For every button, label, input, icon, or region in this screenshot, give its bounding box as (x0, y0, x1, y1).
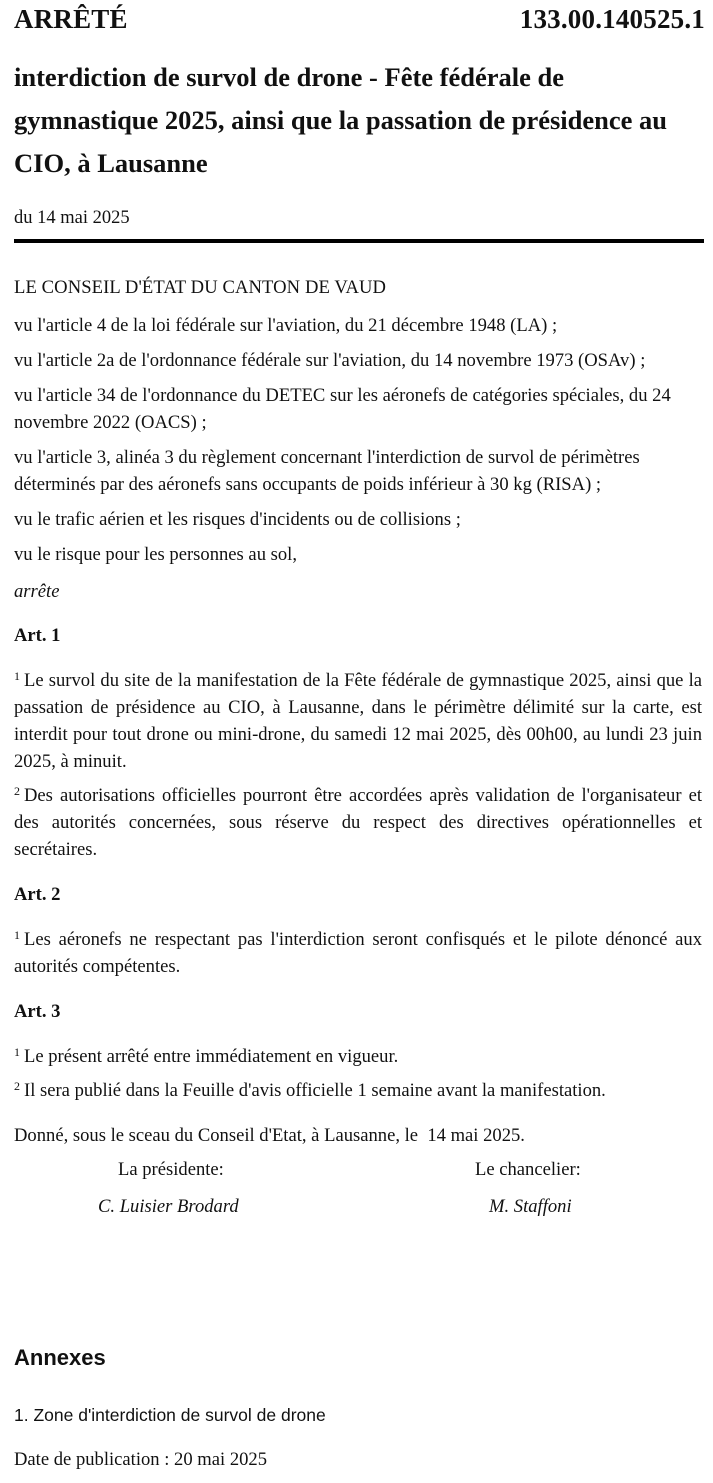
closing-statement: Donné, sous le sceau du Conseil d'Etat, à Lausanne, le 14 mai 2025. (14, 1125, 525, 1146)
chancellor-name: M. Staffoni (489, 1196, 572, 1217)
paragraph-text: Le survol du site de la manifestation de la Fête fédérale de gymnastique 2025, ainsi que la passation de présidence au CIO, à Lausanne, dans le périmètre délimité sur la carte, est interdit pour tout drone ou mini-drone, du samedi 12 mai 2025, dès 00h00, au lundi 23 juin 2025, à minuit. (14, 670, 702, 772)
president-name: C. Luisier Brodard (98, 1196, 239, 1217)
article-1-paragraph-2 (14, 782, 702, 863)
consideration-item: vu le trafic aérien et les risques d'incidents ou de collisions ; (14, 509, 461, 530)
article-2-paragraph-1 (14, 926, 702, 980)
paragraph-text: Les aéronefs ne respectant pas l'interdiction seront confisqués et le pilote dénoncé aux autorités compétentes. (14, 929, 702, 977)
article-1-paragraph-1 (14, 667, 702, 775)
header-divider (14, 239, 704, 243)
paragraph-text: Il sera publié dans la Feuille d'avis officielle 1 semaine avant la manifestation. (24, 1080, 606, 1101)
president-label: La présidente: (118, 1159, 224, 1180)
paragraph-number: 1 (14, 669, 20, 683)
paragraph-number: 2 (14, 1079, 20, 1093)
document-date: du 14 mai 2025 (14, 208, 130, 228)
document-number: 133.00.140525.1 (519, 4, 705, 34)
chancellor-label: Le chancelier: (475, 1159, 581, 1180)
consideration-item: vu l'article 34 de l'ordonnance du DETEC sur les aéronefs de catégories spéciales, du 24 novembre 2022 (OACS) ; (14, 385, 671, 433)
publication-date: Date de publication : 20 mai 2025 (14, 1449, 268, 1470)
paragraph-text: Le présent arrêté entre immédiatement en vigueur. (24, 1046, 399, 1067)
consideration-item: vu l'article 4 de la loi fédérale sur l'aviation, du 21 décembre 1948 (LA) ; (14, 315, 558, 336)
document-type: ARRÊTÉ (14, 4, 128, 34)
consideration-item: vu l'article 3, alinéa 3 du règlement concernant l'interdiction de survol de périmètres déterminés par des aéronefs sans occupants de poids inférieur à 30 kg (RISA) ; (14, 447, 640, 495)
annexes-heading: Annexes (14, 1345, 106, 1370)
paragraph-text: Des autorisations officielles pourront être accordées après validation de l'organisateur et des autorités concernées, sous réserve du respect des directives opérationnelles et secrétaires. (14, 785, 702, 860)
consideration-item: vu le risque pour les personnes au sol, (14, 544, 297, 565)
article-3-paragraph-1 (14, 1043, 702, 1070)
article-1-heading: Art. 1 (14, 625, 61, 646)
document-body (14, 274, 702, 1228)
decision-word: arrête (14, 581, 60, 602)
paragraph-number: 1 (14, 928, 20, 942)
article-3-heading: Art. 3 (14, 1001, 61, 1022)
document-title: interdiction de survol de drone - Fête fédérale de gymnastique 2025, ainsi que la passation de présidence au CIO, à Lausanne (14, 62, 668, 178)
annex-link-drone-zone[interactable]: 1. Zone d'interdiction de survol de drone (14, 1405, 326, 1425)
article-2-heading: Art. 2 (14, 884, 61, 905)
consideration-item: vu l'article 2a de l'ordonnance fédérale sur l'aviation, du 14 novembre 1973 (OSAv) ; (14, 350, 646, 371)
paragraph-number: 2 (14, 784, 20, 798)
signature-block (14, 1156, 702, 1228)
article-3-paragraph-2 (14, 1077, 702, 1104)
paragraph-number: 1 (14, 1045, 20, 1059)
authority-line: LE CONSEIL D'ÉTAT DU CANTON DE VAUD (14, 277, 387, 298)
document-header (14, 4, 705, 35)
